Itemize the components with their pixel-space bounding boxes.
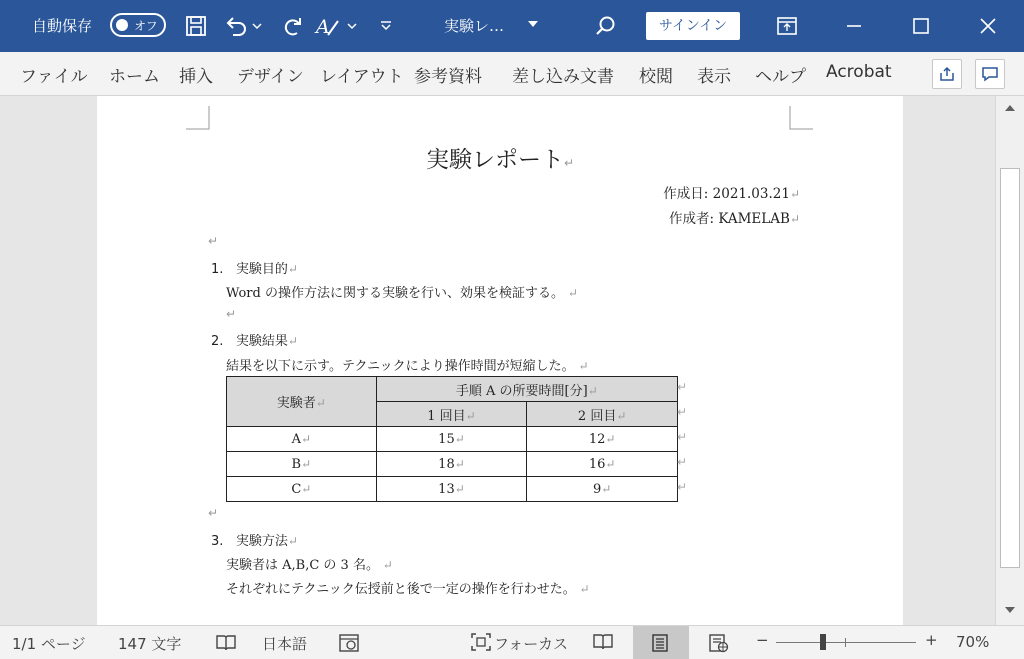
document-page[interactable] xyxy=(97,96,903,625)
ribbon-display-icon[interactable] xyxy=(773,12,801,40)
section-heading: 1. 実験目的↵ xyxy=(211,262,298,277)
tab-review[interactable]: 校閲 xyxy=(639,67,673,87)
table-row xyxy=(227,477,678,502)
body-paragraph: Word の操作方法に関する実験を行い、効果を検証する。 ↵ xyxy=(226,286,578,301)
paragraph-mark: ↵ xyxy=(789,212,800,226)
table-row xyxy=(227,427,678,452)
table-row xyxy=(227,377,678,402)
body-paragraph: 結果を以下に示す。テクニックにより操作時間が短縮した。 ↵ xyxy=(226,359,589,374)
tab-help[interactable]: ヘルプ xyxy=(755,67,806,87)
ribbon-tabs xyxy=(0,52,1024,96)
minimize-icon[interactable] xyxy=(840,12,868,40)
scroll-down-icon[interactable] xyxy=(1002,604,1018,616)
body-paragraph: それぞれにテクニック伝授前と後で一定の操作を行わせた。 ↵ xyxy=(226,582,590,597)
status-bar xyxy=(0,625,1024,659)
paragraph-mark: ↵ xyxy=(563,156,575,170)
results-table[interactable] xyxy=(226,376,678,502)
table-cell[interactable]: 13↵ xyxy=(376,477,527,502)
undo-dropdown-icon[interactable] xyxy=(250,12,264,40)
paragraph-mark: ↵ xyxy=(226,307,237,321)
read-mode-icon[interactable] xyxy=(592,633,614,651)
tab-insert[interactable]: 挿入 xyxy=(179,67,213,87)
format-dropdown-icon[interactable] xyxy=(344,12,360,40)
tab-references[interactable]: 参考資料 xyxy=(414,67,482,87)
paragraph-mark: ↵ xyxy=(287,262,298,276)
zoom-in-button[interactable]: + xyxy=(925,631,938,649)
table-header-cell[interactable]: 実験者↵ xyxy=(227,377,377,427)
crop-mark-left xyxy=(186,106,210,130)
title-dropdown-icon[interactable] xyxy=(528,21,538,27)
row-end-mark: ↵ xyxy=(677,405,688,419)
scroll-up-icon[interactable] xyxy=(1002,102,1018,114)
zoom-slider-center-tick xyxy=(845,638,846,647)
table-cell[interactable]: 9↵ xyxy=(527,477,678,502)
table-header-cell[interactable]: 手順 A の所要時間[分]↵ xyxy=(376,377,677,402)
maximize-icon[interactable] xyxy=(907,12,935,40)
row-end-mark: ↵ xyxy=(677,455,688,469)
focus-icon[interactable] xyxy=(470,632,492,652)
table-row xyxy=(227,452,678,477)
paragraph-mark: ↵ xyxy=(567,286,578,300)
web-layout-icon[interactable] xyxy=(708,633,730,653)
proofing-icon[interactable] xyxy=(215,634,237,652)
document-area[interactable] xyxy=(0,96,995,625)
comment-icon[interactable] xyxy=(975,59,1005,89)
title-bar xyxy=(0,0,1024,52)
autosave-toggle[interactable] xyxy=(110,13,166,37)
section-heading: 2. 実験結果↵ xyxy=(211,334,298,349)
table-cell[interactable]: B↵ xyxy=(227,452,377,477)
undo-icon[interactable] xyxy=(222,12,250,40)
tab-acrobat[interactable]: Acrobat xyxy=(826,62,892,82)
paragraph-mark: ↵ xyxy=(579,582,590,596)
paragraph-mark: ↵ xyxy=(208,506,219,520)
tab-file[interactable]: ファイル xyxy=(20,67,88,87)
format-painter-icon[interactable] xyxy=(314,12,342,40)
focus-mode-button[interactable]: フォーカス xyxy=(494,635,568,653)
document-title-label[interactable]: 実験レ… xyxy=(444,17,505,35)
table-cell[interactable]: A↵ xyxy=(227,427,377,452)
paragraph-mark: ↵ xyxy=(287,534,298,548)
scroll-thumb[interactable] xyxy=(1000,168,1020,568)
accessibility-icon[interactable] xyxy=(338,633,360,653)
table-cell[interactable]: 18↵ xyxy=(376,452,527,477)
tab-view[interactable]: 表示 xyxy=(697,67,731,87)
close-icon[interactable] xyxy=(974,12,1002,40)
svg-text:A: A xyxy=(316,16,330,38)
page-count[interactable]: 1/1 ページ xyxy=(12,635,86,653)
autosave-state: オフ xyxy=(134,19,158,33)
tab-layout[interactable]: レイアウト xyxy=(320,67,404,87)
autosave-label: 自動保存 xyxy=(32,17,93,35)
save-icon[interactable] xyxy=(182,12,210,40)
table-header-cell[interactable]: 1 回目↵ xyxy=(376,402,527,427)
tab-mailings[interactable]: 差し込み文書 xyxy=(512,67,614,87)
customize-qat-icon[interactable] xyxy=(374,12,398,40)
vertical-scrollbar[interactable] xyxy=(995,96,1024,625)
table-cell[interactable]: 12↵ xyxy=(527,427,678,452)
zoom-level[interactable]: 70% xyxy=(956,633,990,651)
word-count[interactable]: 147 文字 xyxy=(118,635,182,653)
created-date: 作成日: 2021.03.21↵ xyxy=(663,186,800,202)
crop-mark-right xyxy=(789,106,813,130)
zoom-out-button[interactable]: − xyxy=(756,631,769,649)
row-end-mark: ↵ xyxy=(677,380,688,394)
search-icon[interactable] xyxy=(592,12,620,40)
toggle-knob xyxy=(116,19,128,31)
tab-home[interactable]: ホーム xyxy=(109,67,160,87)
row-end-mark: ↵ xyxy=(677,480,688,494)
signin-button[interactable]: サインイン xyxy=(646,12,740,40)
author-line: 作成者: KAMELAB↵ xyxy=(668,211,800,227)
row-end-mark: ↵ xyxy=(677,430,688,444)
redo-icon[interactable] xyxy=(278,12,306,40)
document-heading: 実験レポート↵ xyxy=(425,147,575,173)
share-icon[interactable] xyxy=(932,59,962,89)
paragraph-mark: ↵ xyxy=(578,359,589,373)
paragraph-mark: ↵ xyxy=(382,558,393,572)
language-indicator[interactable]: 日本語 xyxy=(262,635,308,653)
body-paragraph: 実験者は A,B,C の 3 名。 ↵ xyxy=(226,558,393,573)
paragraph-mark: ↵ xyxy=(208,234,219,248)
tab-design[interactable]: デザイン xyxy=(237,67,304,87)
table-header-cell[interactable]: 2 回目↵ xyxy=(527,402,678,427)
print-layout-icon[interactable] xyxy=(650,633,670,653)
section-heading: 3. 実験方法↵ xyxy=(211,534,298,549)
zoom-slider-thumb[interactable] xyxy=(820,634,826,650)
table-cell[interactable]: 15↵ xyxy=(376,427,527,452)
table-cell[interactable]: C↵ xyxy=(227,477,377,502)
paragraph-mark: ↵ xyxy=(287,334,298,348)
paragraph-mark: ↵ xyxy=(789,187,800,201)
zoom-slider[interactable] xyxy=(776,642,916,643)
table-cell[interactable]: 16↵ xyxy=(527,452,678,477)
